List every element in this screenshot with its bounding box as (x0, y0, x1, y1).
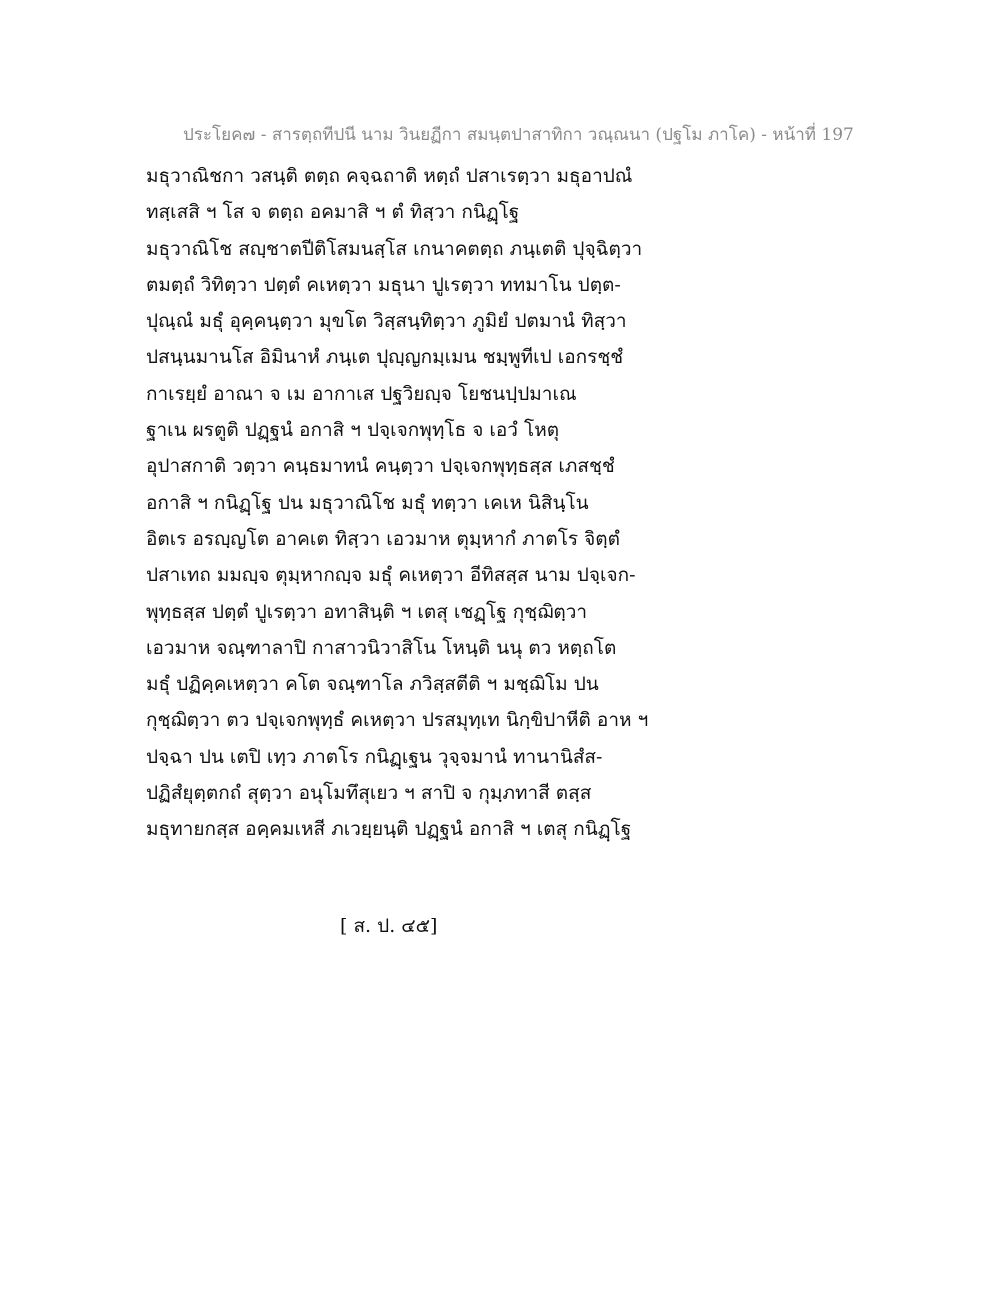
text-line: ปุณฺณํ มธุํ อุคฺคนฺตฺวา มุขโต วิสฺสนฺทิตฺวา ภูมิยํ ปตมานํ ทิสฺวา (146, 310, 627, 333)
text-line: ปฏิสํยุตฺตกถํ สุตฺวา อนุโมทึสุเยว ฯ สาปิ จ กุมฺภทาสี ตสฺส (146, 782, 592, 805)
text-line: อิตเร อรญฺญโต อาคเต ทิสฺวา เอวมาห ตุมฺหากํ ภาตโร จิตฺตํ (146, 527, 620, 550)
text-line: กาเรยฺยํ อาณา จ เม อากาเส ปฐวิยญฺจ โยชนปฺปมาเณ (146, 382, 577, 405)
text-line: ทสฺเสสิ ฯ โส จ ตตฺถ อคมาสิ ฯ ตํ ทิสฺวา กนิฏฺโฐ (146, 201, 520, 224)
text-line: มธุทายกสฺส อคฺคมเหสี ภเวยฺยนฺติ ปฏฺฐนํ อกาสิ ฯ เตสุ กนิฏฺโฐ (146, 818, 632, 841)
text-line: ปจฺฉา ปน เตปิ เทฺว ภาตโร กนิฏฺเฐน วุจฺจมานํ ทานานิสํส- (146, 745, 603, 768)
text-line: ปสาเทถ มมญฺจ ตุมฺหากญฺจ มธุํ คเหตฺวา อีทิสสฺส นาม ปจฺเจก- (146, 564, 636, 587)
text-line: พุทฺธสฺส ปตฺตํ ปูเรตฺวา อทาสินฺติ ฯ เตสุ เชฏฺโฐ กุชฺฌิตฺวา (146, 600, 588, 623)
page-reference: [ ส. ป. ๔๕] (340, 915, 438, 937)
text-line: ปสนฺนมานโส อิมินาหํ ภนฺเต ปุญฺญกมฺเมน ชมฺพูทีเป เอกรชฺชํ (146, 346, 624, 369)
text-line: อกาสิ ฯ กนิฏฺโฐ ปน มธุวาณิโช มธุํ ทตฺวา เคเห นิสินฺโน (146, 491, 589, 514)
text-line: มธุวาณิชกา วสนฺติ ตตฺถ คจฺฉถาติ หตฺถํ ปสาเรตฺวา มธุอาปณํ (146, 165, 633, 187)
text-line: อุปาสกาติ วตฺวา คนฺธมาทนํ คนฺตฺวา ปจฺเจกพุทฺธสฺส เภสชฺชํ (146, 455, 615, 478)
text-line: มธุํ ปฏิคฺคเหตฺวา คโต จณฺฑาโล ภวิสฺสตีติ ฯ มชฺฌิโม ปน (146, 673, 599, 696)
running-header: ประโยค๗ - สารตฺถทีปนี นาม วินยฏีกา สมนฺตปาสาทิกา วณฺณนา (ปฐโม ภาโค) - หน้าที่ 197 (183, 125, 854, 145)
body-text (146, 158, 706, 848)
text-line: กุชฺฌิตฺวา ตว ปจฺเจกพุทฺธํ คเหตฺวา ปรสมุทฺเท นิกฺขิปาหีติ อาห ฯ (146, 709, 649, 732)
text-line: ตมตฺถํ วิทิตฺวา ปตฺตํ คเหตฺวา มธุนา ปูเรตฺวา ททมาโน ปตฺต- (146, 273, 621, 296)
text-line: มธุวาณิโช สญฺชาตปีติโสมนสฺโส เกนาคตตฺถ ภนฺเตติ ปุจฺฉิตฺวา (146, 237, 643, 260)
text-line: เอวมาห จณฺฑาลาปิ กาสาวนิวาสิโน โหนฺติ นนุ ตว หตฺถโต (146, 636, 617, 659)
text-line: ฐาเน ผรตูติ ปฏฺฐนํ อกาสิ ฯ ปจฺเจกพุทฺโธ จ เอวํ โหตุ (146, 419, 560, 442)
